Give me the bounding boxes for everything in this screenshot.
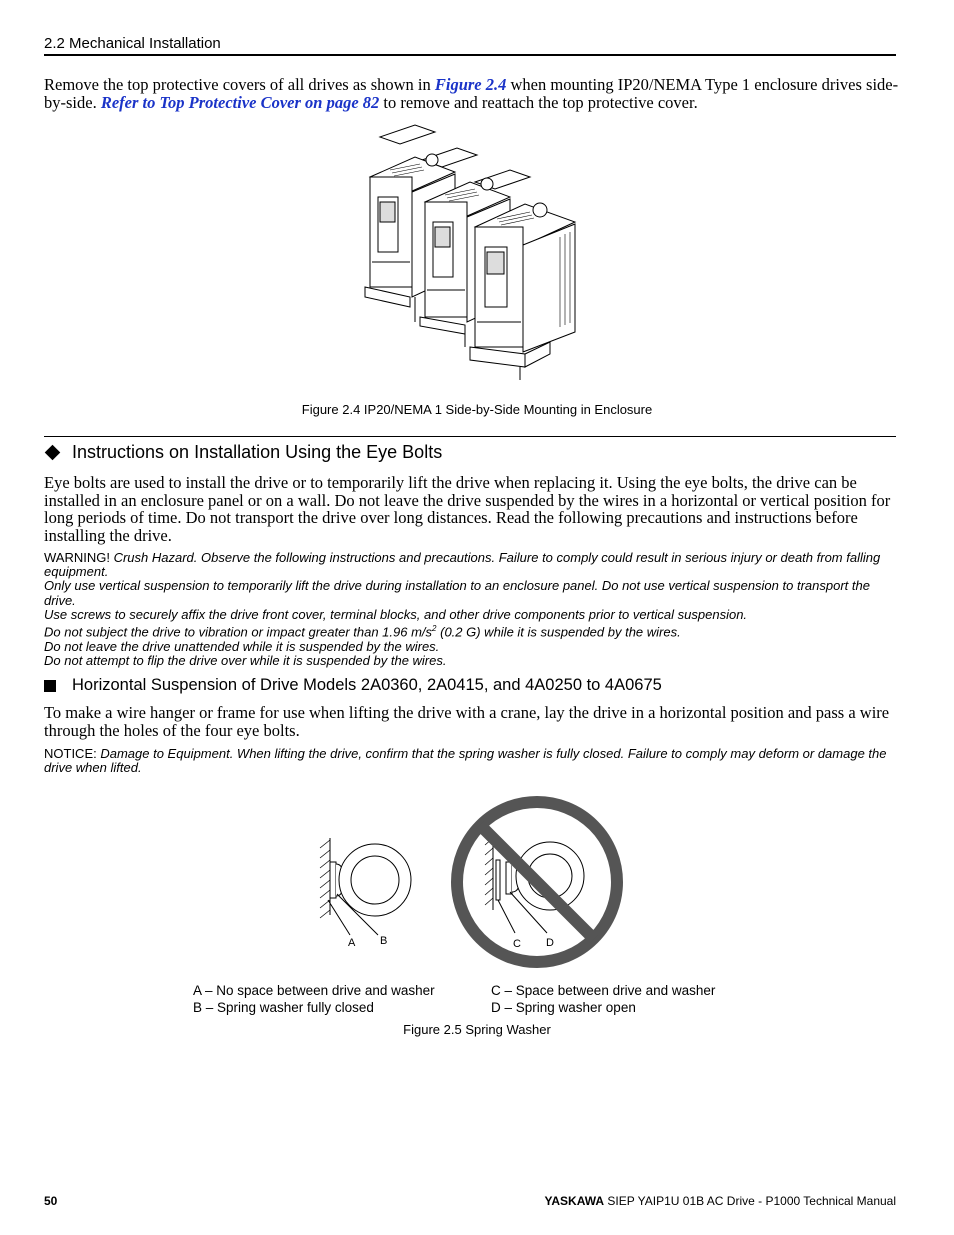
- top-cover-page-link[interactable]: Refer to Top Protective Cover on page 82: [100, 92, 380, 112]
- warning-block: [44, 551, 904, 668]
- legend-a: A – No space between drive and washer: [193, 983, 435, 998]
- figure-2-4-caption: Figure 2.4 IP20/NEMA 1 Side-by-Side Mounting in Enclosure: [301, 402, 653, 417]
- figure-2-4-link[interactable]: Figure 2.4: [434, 75, 507, 94]
- label-d: D: [546, 937, 554, 949]
- square-bullet-icon: [44, 680, 56, 692]
- warning-line-5: Do not leave the drive unattended while it is suspended by the wires.: [44, 638, 440, 654]
- intro-text-1: Remove the top protective covers of all drives as shown in: [44, 75, 435, 94]
- figure-2-5-caption: Figure 2.5 Spring Washer: [403, 1022, 551, 1037]
- intro-paragraph: [44, 76, 900, 111]
- notice-text: Damage to Equipment. When lifting the drive, confirm that the spring washer is fully closed. Failure to comply may deform or damage the drive when lifted.: [44, 746, 887, 776]
- warning-line-2: Only use vertical suspension to temporarily lift the drive during installation to an enclosure panel. Do not use vertical suspension to transport the drive.: [44, 578, 870, 608]
- warning-label: WARNING!: [44, 550, 110, 565]
- horizontal-suspension-heading: [44, 676, 662, 695]
- diamond-bullet-icon: [45, 445, 61, 461]
- label-a: A: [348, 937, 356, 949]
- warning-line-3: Use screws to securely affix the drive front cover, terminal blocks, and other drive components prior to vertical suspension.: [44, 606, 748, 622]
- section-header: 2.2 Mechanical Installation: [44, 35, 221, 52]
- notice-label: NOTICE:: [44, 746, 97, 761]
- section-divider: [44, 436, 896, 437]
- label-b: B: [380, 935, 388, 947]
- notice-block: [44, 747, 904, 775]
- footer-brand: YASKAWA: [544, 1194, 605, 1208]
- warning-line-1: Crush Hazard. Observe the following instructions and precautions. Failure to comply could result in serious injury or death from falling equipment.: [44, 550, 881, 580]
- footer-manual-title: SIEP YAIP1U 01B AC Drive - P1000 Technical Manual: [604, 1194, 896, 1208]
- page-number: 50: [44, 1194, 58, 1208]
- warning-line-6: Do not attempt to flip the drive over while it is suspended by the wires.: [44, 652, 447, 668]
- footer-title: [544, 1194, 896, 1208]
- warning-line-4: Do not subject the drive to vibration or impact greater than 1.96 $m/s^2$ (0.2 G) while it is suspended by the wires.: [44, 624, 681, 640]
- horizontal-suspension-paragraph: To make a wire hanger or frame for use when lifting the drive with a crane, lay the drive in a horizontal position and pass a wire through the holes of the four eye bolts.: [44, 703, 890, 740]
- eye-bolts-heading: [44, 442, 442, 463]
- eye-bolts-paragraph: Eye bolts are used to install the drive or to temporarily lift the drive when replacing it. Using the eye bolts, the drive can be installed in an enclosure panel or on a wall. Do not leave the drive suspended by the wires in a horizontal or vertical position for long periods of time. Do not transport the drive over long distances. Read the following precautions and instructions before installing the drive.: [44, 473, 891, 545]
- horizontal-suspension-heading-text: Horizontal Suspension of Drive Models 2A0360, 2A0415, and 4A0250 to 4A0675: [72, 676, 662, 694]
- legend-d: D – Spring washer open: [491, 1000, 636, 1015]
- eye-bolts-heading-text: Instructions on Installation Using the Eye Bolts: [72, 442, 443, 462]
- intro-text-3: to remove and reattach the top protective cover.: [379, 92, 698, 112]
- drives-side-by-side-figure: [360, 122, 590, 382]
- legend-b: B – Spring washer fully closed: [193, 1000, 374, 1015]
- legend-c: C – Space between drive and washer: [491, 983, 716, 998]
- legend-left: [193, 982, 435, 1016]
- spring-washer-figure: [310, 790, 640, 980]
- intro-text-2: when mounting IP20/NEMA Type 1 enclosure drives side-by-side.: [44, 75, 899, 112]
- header-rule: [44, 54, 896, 56]
- label-c: C: [513, 938, 521, 950]
- legend-right: [491, 982, 715, 1016]
